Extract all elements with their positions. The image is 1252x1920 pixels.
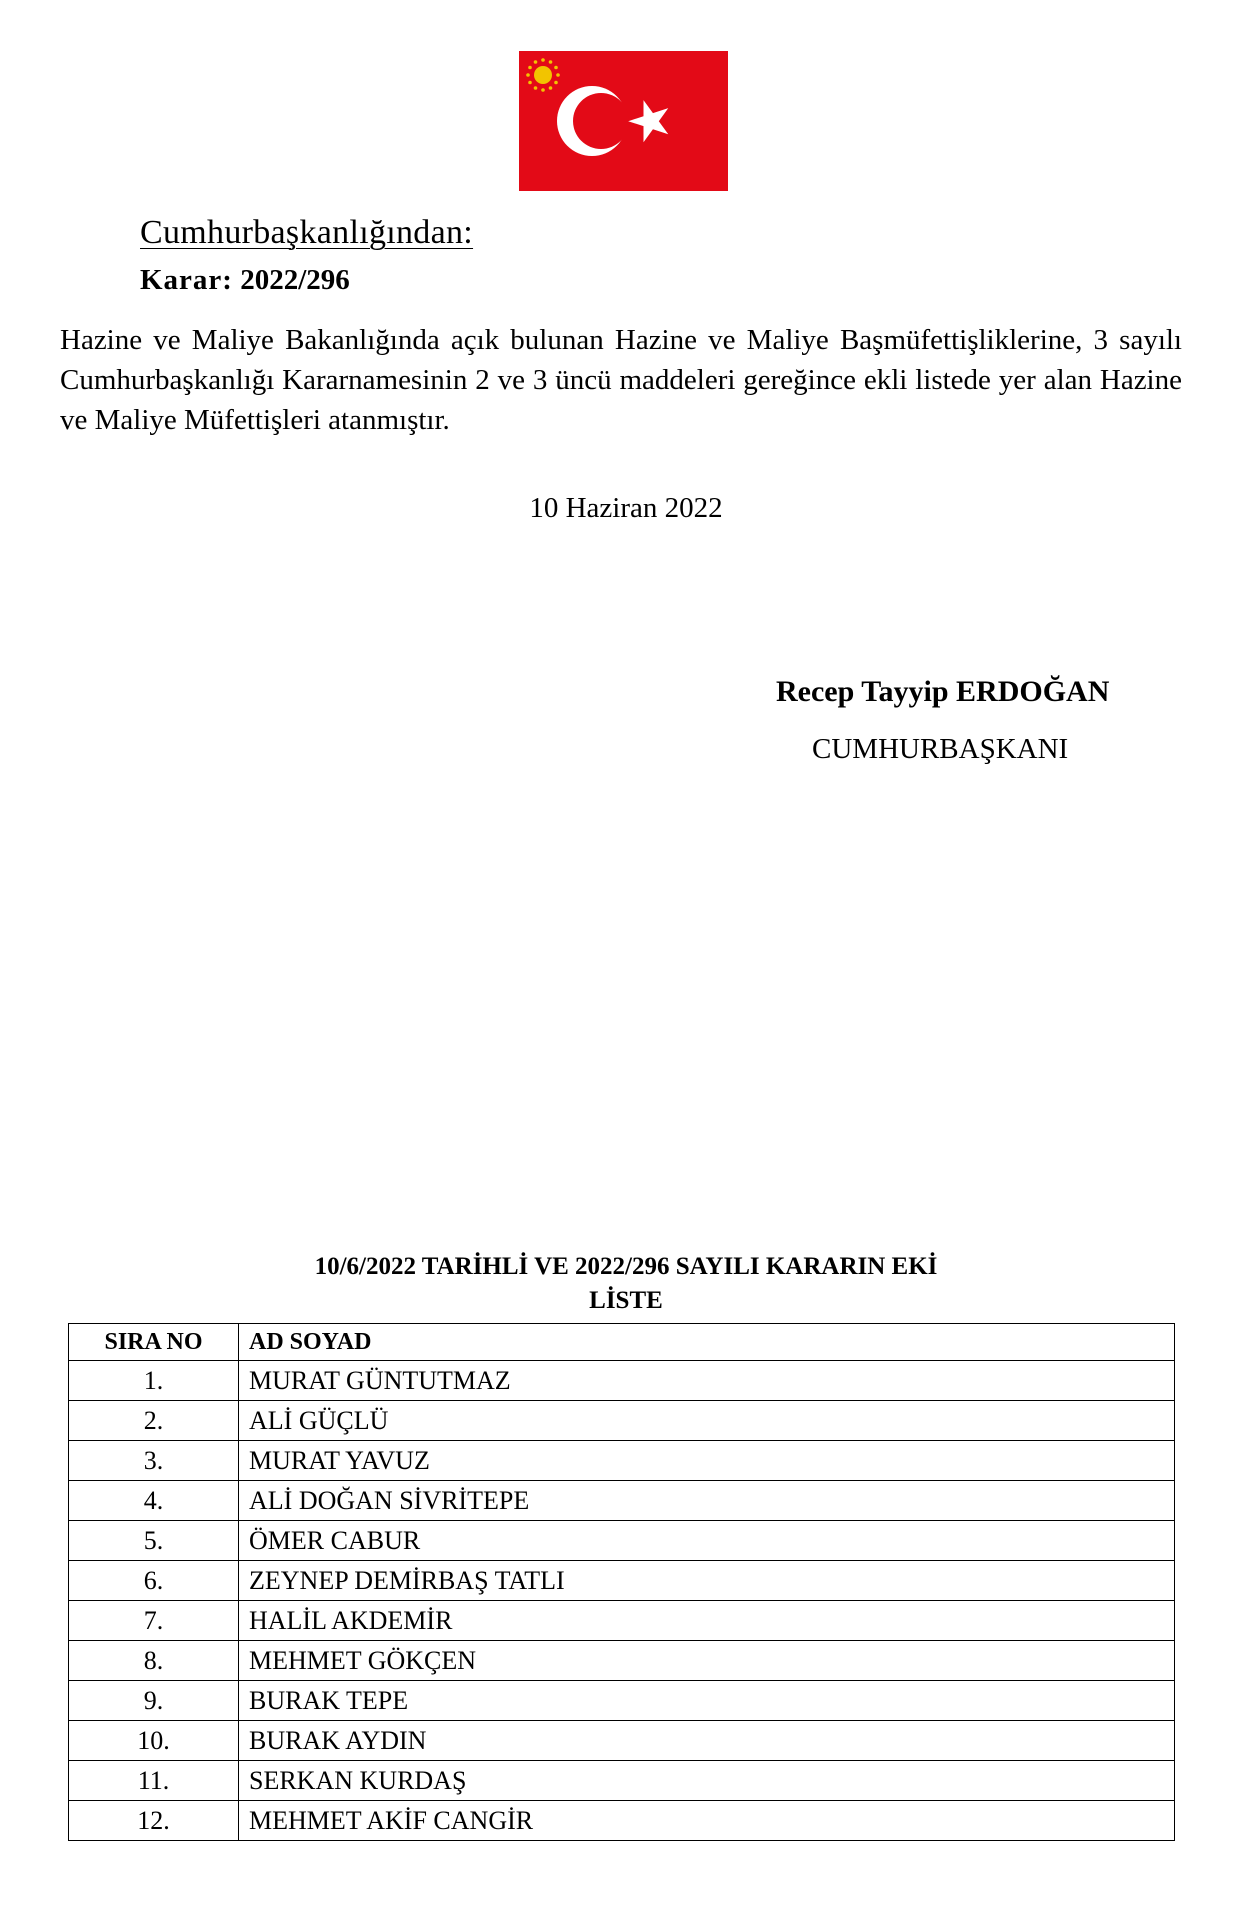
row-number: 7. (69, 1601, 239, 1641)
row-number: 1. (69, 1361, 239, 1401)
appointee-name: ZEYNEP DEMİRBAŞ TATLI (239, 1561, 1175, 1601)
decision-line (140, 264, 350, 297)
row-number: 8. (69, 1641, 239, 1681)
appointee-name: ALİ DOĞAN SİVRİTEPE (239, 1481, 1175, 1521)
table-row (69, 1721, 1175, 1761)
appointee-name: BURAK TEPE (239, 1681, 1175, 1721)
row-number: 4. (69, 1481, 239, 1521)
row-number: 5. (69, 1521, 239, 1561)
table-row (69, 1361, 1175, 1401)
table-row (69, 1641, 1175, 1681)
row-number: 3. (69, 1441, 239, 1481)
appointee-name: ALİ GÜÇLÜ (239, 1401, 1175, 1441)
appointee-name: SERKAN KURDAŞ (239, 1761, 1175, 1801)
appointee-name: MURAT YAVUZ (239, 1441, 1175, 1481)
annex-title-line2: LİSTE (589, 1287, 663, 1314)
table-row (69, 1681, 1175, 1721)
turkish-flag-icon (519, 51, 728, 191)
annex-title-line1: 10/6/2022 TARİHLİ VE 2022/296 SAYILI KARARIN EKİ (314, 1253, 938, 1280)
appointee-table (68, 1323, 1175, 1841)
appointee-name: MEHMET AKİF CANGİR (239, 1801, 1175, 1841)
appointee-name: ÖMER CABUR (239, 1521, 1175, 1561)
row-number: 2. (69, 1401, 239, 1441)
table-row (69, 1761, 1175, 1801)
decision-label: Karar: (140, 264, 233, 296)
row-number: 6. (69, 1561, 239, 1601)
annex-title (0, 1250, 1252, 1318)
appointee-name: HALİL AKDEMİR (239, 1601, 1175, 1641)
appointee-name: MEHMET GÖKÇEN (239, 1641, 1175, 1681)
issuer-heading: Cumhurbaşkanlığından: (140, 214, 474, 251)
table-row (69, 1401, 1175, 1441)
appointee-name: MURAT GÜNTUTMAZ (239, 1361, 1175, 1401)
row-number: 12. (69, 1801, 239, 1841)
table-row (69, 1561, 1175, 1601)
table-header-row (69, 1324, 1175, 1361)
table-row (69, 1441, 1175, 1481)
signer-title: CUMHURBAŞKANI (812, 733, 1069, 765)
row-number: 9. (69, 1681, 239, 1721)
signer-name: Recep Tayyip ERDOĞAN (776, 675, 1110, 708)
column-header-no: SIRA NO (69, 1324, 239, 1361)
table-row (69, 1601, 1175, 1641)
decision-number: 2022/296 (240, 264, 350, 296)
appointee-name: BURAK AYDIN (239, 1721, 1175, 1761)
decision-date: 10 Haziran 2022 (529, 492, 723, 524)
decision-body: Hazine ve Maliye Bakanlığında açık bulunan Hazine ve Maliye Başmüfettişliklerine, 3 sayılı Cumhurbaşkanlığı Kararnamesinin 2 ve 3 üncü maddeleri gereğince ekli listede yer alan Hazine ve Maliye Müfettişleri atanmıştır. (60, 324, 1182, 436)
column-header-name: AD SOYAD (239, 1324, 1175, 1361)
table-row (69, 1481, 1175, 1521)
table-row (69, 1521, 1175, 1561)
table-row (69, 1801, 1175, 1841)
row-number: 11. (69, 1761, 239, 1801)
row-number: 10. (69, 1721, 239, 1761)
